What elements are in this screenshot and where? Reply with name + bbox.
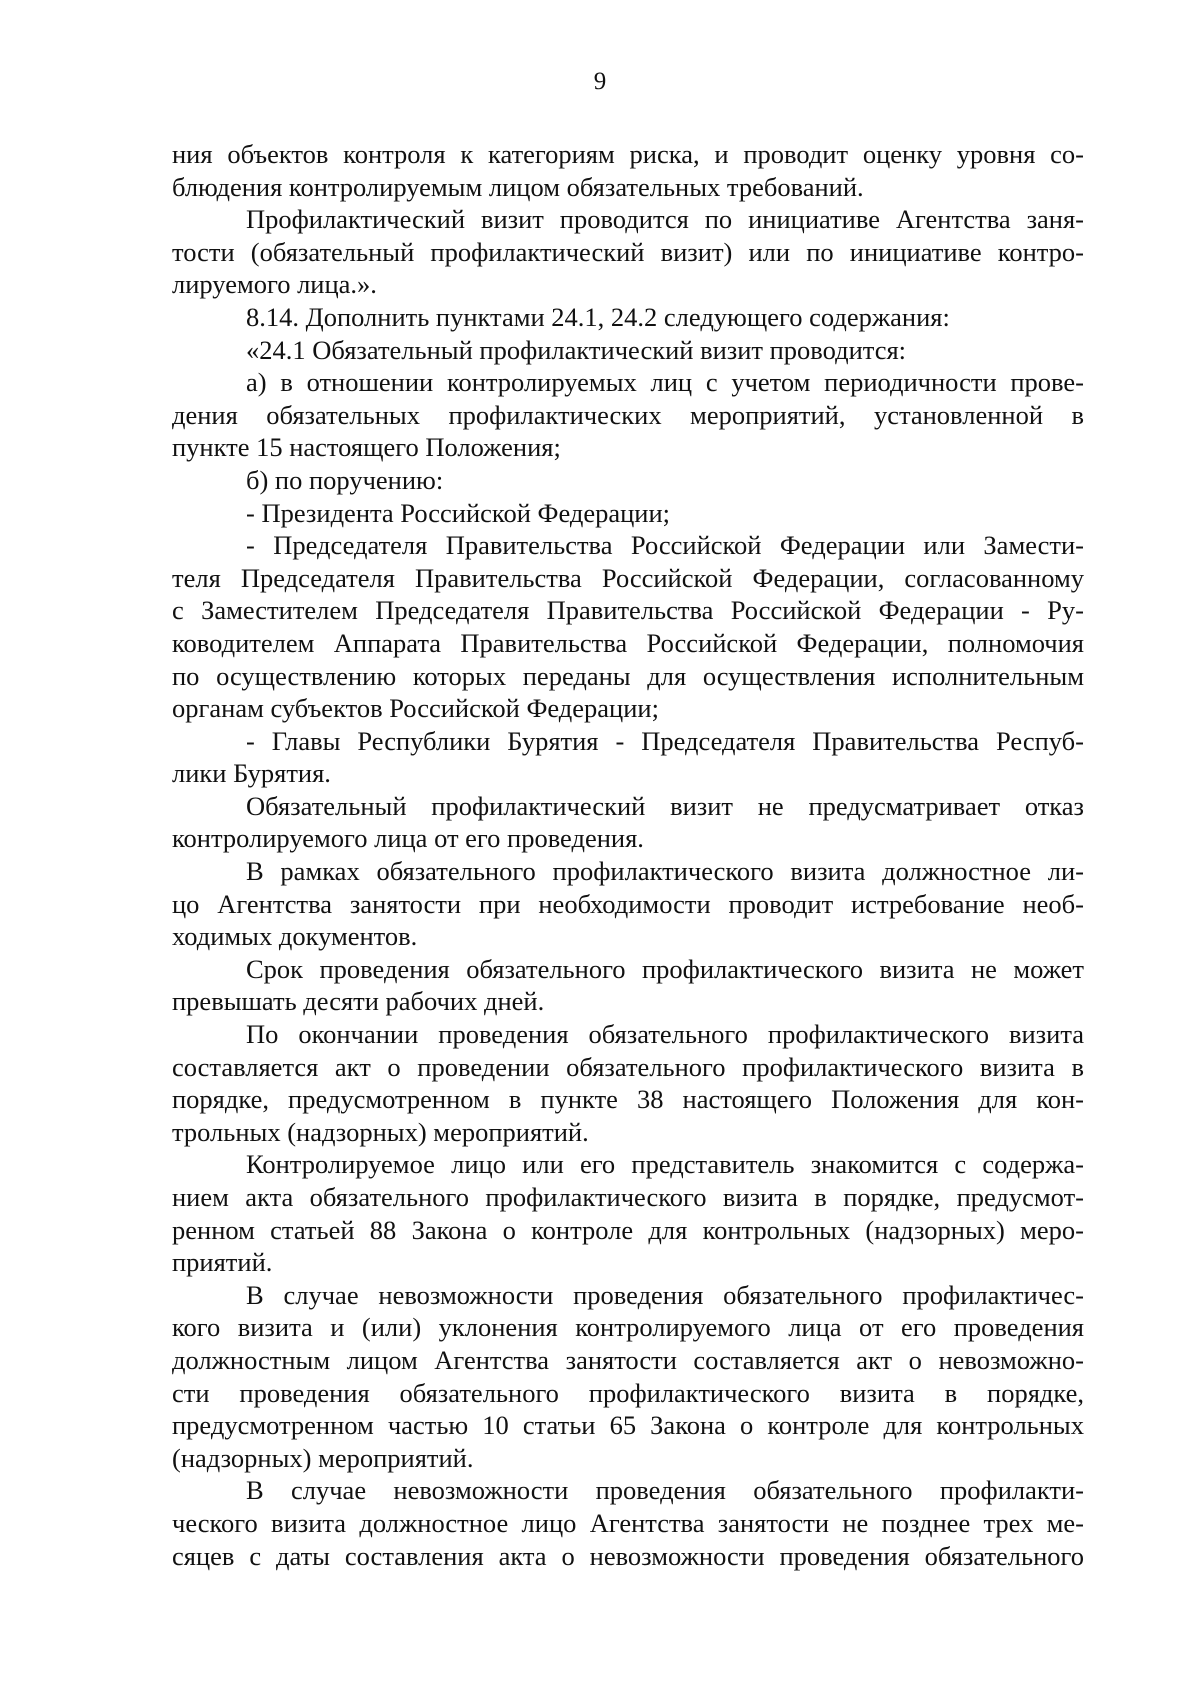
text-line: лики Бурятия. bbox=[172, 758, 331, 789]
text-line: б) по поручению: bbox=[246, 464, 444, 495]
text-line: В рамках обязательного профилактического визита должностное ли- bbox=[246, 856, 1084, 887]
text-line: тости (обязательный профилактический визит) или по инициативе контро- bbox=[172, 236, 1084, 267]
text-line: - Главы Республики Бурятия - Председателя Правительства Респуб- bbox=[246, 725, 1084, 756]
text-line: В случае невозможности проведения обязательного профилакти- bbox=[246, 1475, 1084, 1506]
text-line: сти проведения обязательного профилактического визита в порядке, bbox=[172, 1377, 1084, 1408]
text-line: - Президента Российской Федерации; bbox=[246, 497, 671, 528]
text-line: Срок проведения обязательного профилактического визита не может bbox=[246, 953, 1084, 984]
text-line: ренном статьей 88 Закона о контроле для контрольных (надзорных) меро- bbox=[172, 1214, 1084, 1245]
text-line: Обязательный профилактический визит не предусматривает отказ bbox=[246, 790, 1084, 821]
text-line: теля Председателя Правительства Российской Федерации, согласованному bbox=[172, 562, 1084, 593]
document-body bbox=[172, 138, 1084, 1572]
text-line: по осуществлению которых переданы для осуществления исполнительным bbox=[172, 660, 1084, 691]
text-line: должностным лицом Агентства занятости составляется акт о невозможно- bbox=[172, 1344, 1084, 1375]
text-line: порядке, предусмотренном в пункте 38 настоящего Положения для кон- bbox=[172, 1084, 1084, 1115]
text-line: с Заместителем Председателя Правительства Российской Федерации - Ру- bbox=[172, 595, 1084, 626]
text-line: блюдения контролируемым лицом обязательных требований. bbox=[172, 171, 864, 202]
text-line: контролируемого лица от его проведения. bbox=[172, 823, 644, 854]
text-line: В случае невозможности проведения обязательного профилактичес- bbox=[246, 1279, 1084, 1310]
text-line: лируемого лица.». bbox=[172, 269, 377, 300]
text-line: ния объектов контроля к категориям риска, и проводит оценку уровня со- bbox=[172, 139, 1084, 169]
text-line: кого визита и (или) уклонения контролируемого лица от его проведения bbox=[172, 1312, 1084, 1343]
text-line: 8.14. Дополнить пунктами 24.1, 24.2 следующего содержания: bbox=[246, 301, 950, 332]
text-line: сяцев с даты составления акта о невозможности проведения обязательного bbox=[172, 1540, 1084, 1571]
text-line: Контролируемое лицо или его представитель знакомится с содержа- bbox=[246, 1149, 1084, 1180]
text-line: составляется акт о проведении обязательного профилактического визита в bbox=[172, 1051, 1084, 1082]
text-line: Профилактический визит проводится по инициативе Агентства заня- bbox=[246, 204, 1084, 235]
text-line: «24.1 Обязательный профилактический визит проводится: bbox=[246, 334, 907, 365]
text-line: предусмотренном частью 10 статьи 65 Закона о контроле для контрольных bbox=[172, 1410, 1084, 1441]
text-line: По окончании проведения обязательного профилактического визита bbox=[246, 1019, 1084, 1050]
text-line: ходимых документов. bbox=[172, 921, 418, 952]
page-number: 9 bbox=[593, 68, 607, 95]
text-line: а) в отношении контролируемых лиц с учетом периодичности прове- bbox=[246, 367, 1084, 398]
text-line: ческого визита должностное лицо Агентства занятости не позднее трех ме- bbox=[172, 1507, 1084, 1538]
text-line: ководителем Аппарата Правительства Российской Федерации, полномочия bbox=[172, 627, 1084, 658]
text-line: трольных (надзорных) мероприятий. bbox=[172, 1116, 589, 1147]
text-line: пункте 15 настоящего Положения; bbox=[172, 432, 561, 463]
text-line: цо Агентства занятости при необходимости проводит истребование необ- bbox=[172, 888, 1084, 919]
text-line: органам субъектов Российской Федерации; bbox=[172, 693, 659, 724]
text-line: - Председателя Правительства Российской Федерации или Замести- bbox=[246, 530, 1084, 561]
text-line: (надзорных) мероприятий. bbox=[172, 1442, 474, 1473]
text-line: нием акта обязательного профилактического визита в порядке, предусмот- bbox=[172, 1182, 1084, 1212]
text-line: дения обязательных профилактических мероприятий, установленной в bbox=[172, 399, 1084, 430]
text-line: превышать десяти рабочих дней. bbox=[172, 986, 545, 1017]
text-line: приятий. bbox=[172, 1247, 273, 1278]
